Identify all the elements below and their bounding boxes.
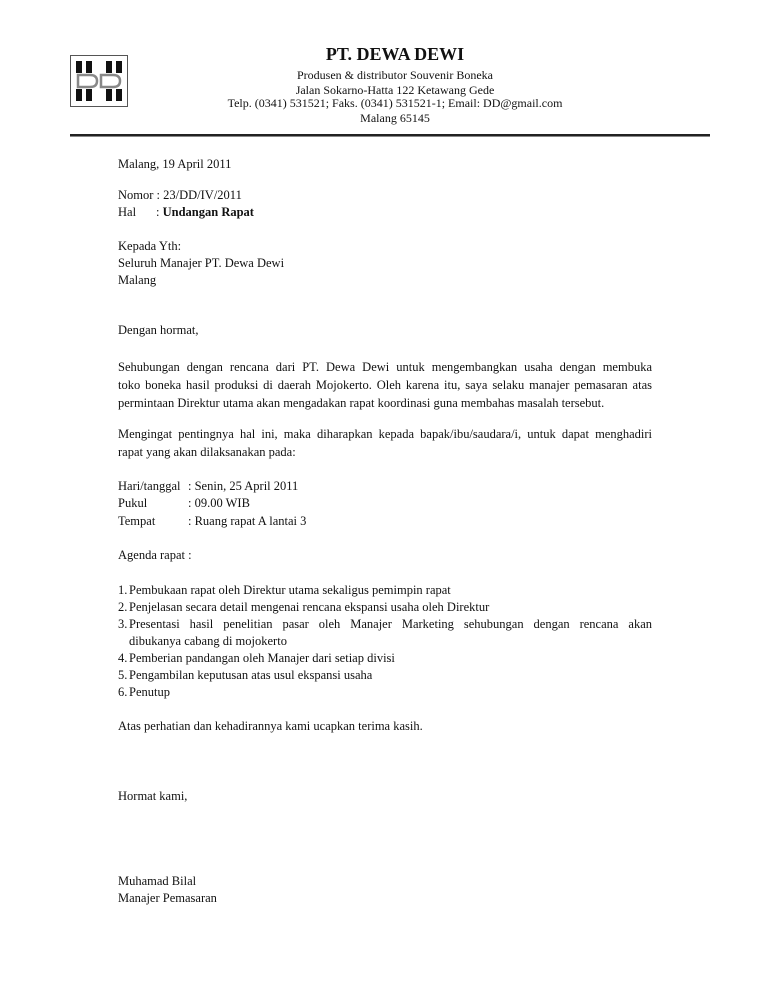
schedule-place-label: Tempat — [118, 514, 156, 528]
paragraph-intro — [118, 359, 652, 413]
agenda-item-number: 3. — [118, 617, 128, 631]
agenda-item — [118, 684, 652, 701]
schedule-place — [118, 513, 306, 530]
company-logo-icon — [70, 55, 128, 107]
agenda-item — [118, 650, 652, 667]
agenda-item-number: 2. — [118, 600, 128, 614]
subject-separator: : — [156, 205, 163, 219]
regards: Hormat kami, — [118, 789, 188, 803]
agenda-item-number: 4. — [118, 651, 128, 665]
paragraph-invitation-line: rapat yang akan dilaksanakan pada: — [118, 445, 296, 459]
paragraph-intro-line: Sehubungan dengan rencana dari PT. Dewa Dewi untuk mengembangkan usaha dengan membuka — [118, 360, 652, 374]
schedule-day-label: Hari/tanggal — [118, 479, 181, 493]
signer-title: Manajer Pemasaran — [118, 891, 217, 905]
company-city: Malang 65145 — [360, 111, 430, 125]
paragraph-invitation-line: Mengingat pentingnya hal ini, maka diharapkan kepada bapak/ibu/saudara/i, untuk dapat menghadiri — [118, 427, 652, 441]
agenda-item — [118, 582, 652, 599]
agenda-item-text: Penutup — [129, 685, 170, 699]
schedule-day — [118, 478, 298, 495]
recipient-line-1: Kepada Yth: — [118, 239, 182, 253]
agenda-item-number: 1. — [118, 583, 128, 597]
schedule-place-value: : Ruang rapat A lantai 3 — [188, 514, 307, 528]
agenda-item-number: 5. — [118, 668, 128, 682]
schedule-day-value: : Senin, 25 April 2011 — [188, 479, 299, 493]
agenda-item-text: Pemberian pandangan oleh Manajer dari setiap divisi — [129, 651, 395, 665]
recipient-line-3: Malang — [118, 273, 157, 287]
agenda-item-text: Pembukaan rapat oleh Direktur utama sekaligus pemimpin rapat — [129, 583, 451, 597]
recipient-line-2: Seluruh Manajer PT. Dewa Dewi — [118, 256, 285, 270]
subject-label: Hal — [118, 205, 137, 219]
agenda-item — [118, 616, 652, 633]
company-contact: Telp. (0341) 531521; Faks. (0341) 531521-1; Email: DD@gmail.com — [227, 96, 563, 110]
schedule-time-label: Pukul — [118, 496, 148, 510]
agenda-item-continuation: dibukanya cabang di mojokerto — [129, 634, 287, 648]
agenda-item-text: Pengambilan keputusan atas usul ekspansi usaha — [129, 668, 373, 682]
agenda-item — [118, 667, 652, 684]
subject-value: Undangan Rapat — [162, 205, 254, 219]
company-name: PT. DEWA DEWI — [325, 44, 465, 64]
company-address: Jalan Sokarno-Hatta 122 Ketawang Gede — [295, 83, 495, 97]
paragraph-invitation — [118, 426, 652, 462]
agenda-item-text: Penjelasan secara detail mengenai rencana ekspansi usaha oleh Direktur — [129, 600, 490, 614]
signer-name: Muhamad Bilal — [118, 874, 197, 888]
letter-number: Nomor : 23/DD/IV/2011 — [118, 188, 242, 202]
letter-subject — [118, 204, 254, 221]
paragraph-intro-line: permintaan Direktur utama akan mengadakan rapat koordinasi guna membahas masalah tersebut. — [118, 396, 605, 410]
agenda-item-text: Presentasi hasil penelitian pasar oleh Manajer Marketing sehubungan dengan rencana akan — [129, 617, 652, 631]
greeting: Dengan hormat, — [118, 323, 199, 337]
agenda-item-number: 6. — [118, 685, 128, 699]
schedule-time — [118, 495, 250, 512]
paragraph-intro-line: toko boneka hasil produksi di daerah Mojokerto. Oleh karena itu, saya selaku manajer pemasaran atas — [118, 378, 652, 392]
place-date: Malang, 19 April 2011 — [118, 157, 232, 171]
company-tagline: Produsen & distributor Souvenir Boneka — [297, 68, 493, 82]
letterhead-divider — [70, 134, 710, 136]
agenda-title: Agenda rapat : — [118, 548, 192, 562]
closing-statement: Atas perhatian dan kehadirannya kami ucapkan terima kasih. — [118, 719, 423, 733]
schedule-time-value: : 09.00 WIB — [188, 496, 250, 510]
agenda-item — [118, 599, 652, 616]
agenda-list — [118, 582, 652, 701]
